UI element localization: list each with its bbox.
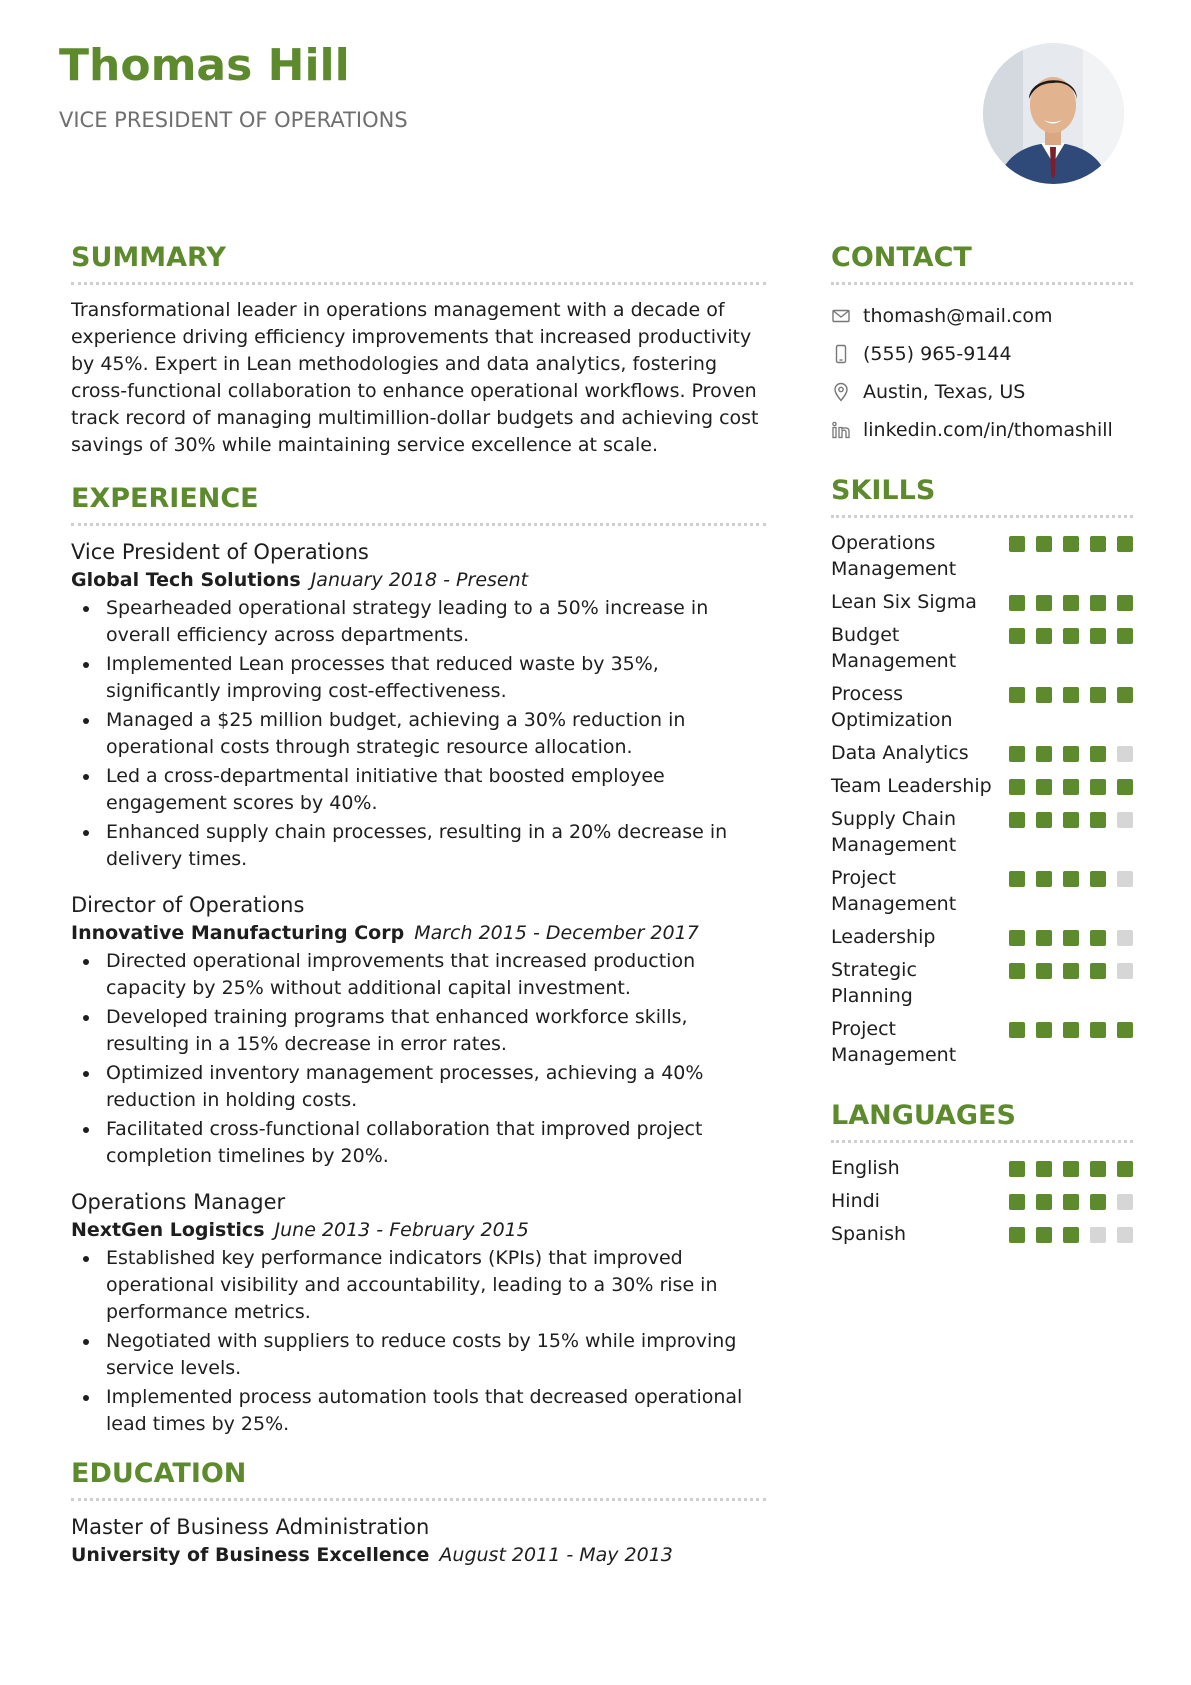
job-bullet: Implemented process automation tools that decreased operational lead times by 25%. [71, 1384, 766, 1438]
education-section [71, 1456, 766, 1570]
skills-section [831, 473, 1133, 1068]
rating-dot-filled [1063, 746, 1079, 762]
degree-title: Master of Business Administration [71, 1515, 430, 1539]
experience-section [71, 481, 766, 1438]
education-org [71, 1541, 766, 1570]
rating-dot-filled [1009, 1161, 1025, 1177]
rating-dot-filled [1036, 930, 1052, 946]
summary-heading: SUMMARY [71, 240, 766, 285]
rating-dot-filled [1009, 930, 1025, 946]
rating-dots [998, 957, 1133, 979]
rating-dot-empty [1117, 1227, 1133, 1243]
rating-dot-filled [1090, 779, 1106, 795]
rating-dot-empty [1117, 930, 1133, 946]
skill-item [831, 806, 1133, 858]
contact-text: Austin, Texas, US [863, 381, 1026, 403]
contact-text: (555) 965-9144 [863, 343, 1012, 365]
education-dates: August 2011 - May 2013 [439, 1544, 673, 1566]
summary-text: Transformational leader in operations management with a decade of experience driving efficiency improvements that increased productivity by 45%. Expert in Lean methodologies and data analytics, fostering cross-functional collaboration to enhance operational workflows. Proven track record of managing multimillion-dollar budgets and achieving cost savings of 30% while maintaining service excellence at scale. [71, 299, 759, 456]
rating-dot-filled [1036, 1227, 1052, 1243]
linkedin-icon [831, 420, 851, 440]
rating-dot-filled [1117, 628, 1133, 644]
rating-dot-empty [1117, 871, 1133, 887]
rating-dot-filled [1063, 1194, 1079, 1210]
rating-dot-filled [1036, 1194, 1052, 1210]
company-name: Global Tech Solutions [71, 569, 301, 591]
rating-dot-filled [1117, 595, 1133, 611]
job-bullet: Established key performance indicators (KPIs) that improved operational visibility and accountability, leading to a 30% rise in performance metrics. [71, 1245, 766, 1326]
job-bullet: Optimized inventory management processes, achieving a 40% reduction in holding costs. [71, 1060, 766, 1114]
job-entry [71, 891, 766, 1170]
language-item [831, 1221, 1133, 1247]
job-title: Operations Manager [71, 1190, 286, 1214]
rating-dot-filled [1036, 746, 1052, 762]
rating-dot-filled [1063, 871, 1079, 887]
rating-dot-filled [1063, 812, 1079, 828]
rating-dot-empty [1117, 746, 1133, 762]
rating-dot-filled [1090, 1194, 1106, 1210]
rating-dot-filled [1063, 1022, 1079, 1038]
job-bullet: Directed operational improvements that increased production capacity by 25% without additional capital investment. [71, 948, 766, 1002]
rating-dot-filled [1063, 779, 1079, 795]
rating-dot-filled [1009, 687, 1025, 703]
rating-dot-filled [1090, 746, 1106, 762]
phone-icon [831, 344, 851, 364]
rating-dots [998, 924, 1133, 946]
contact-text[interactable]: thomash@mail.com [863, 305, 1053, 327]
rating-dots [998, 1155, 1133, 1177]
rating-dots [998, 1016, 1133, 1038]
rating-dot-filled [1090, 595, 1106, 611]
job-org [71, 919, 766, 948]
rating-dot-empty [1117, 812, 1133, 828]
rating-dot-filled [1117, 1161, 1133, 1177]
rating-dot-filled [1063, 963, 1079, 979]
rating-dot-empty [1090, 1227, 1106, 1243]
rating-dot-filled [1063, 1161, 1079, 1177]
rating-dot-filled [1117, 1022, 1133, 1038]
rating-dot-filled [1009, 746, 1025, 762]
rating-dot-filled [1036, 536, 1052, 552]
contact-item [831, 297, 1133, 335]
skill-item [831, 681, 1133, 733]
skill-item-name: Lean Six Sigma [831, 591, 977, 613]
summary-section [71, 240, 766, 459]
rating-dot-filled [1117, 536, 1133, 552]
skill-item-name: Operations Management [831, 532, 957, 580]
rating-dot-filled [1009, 963, 1025, 979]
skill-item-name: Project Management [831, 867, 957, 915]
skills-list [831, 530, 1133, 1068]
skill-item [831, 530, 1133, 582]
skill-item-name: Budget Management [831, 624, 957, 672]
rating-dots [998, 681, 1133, 703]
job-bullet: Managed a $25 million budget, achieving a 30% reduction in operational costs through strategic resource allocation. [71, 707, 766, 761]
job-bullet: Enhanced supply chain processes, resulting in a 20% decrease in delivery times. [71, 819, 766, 873]
languages-section [831, 1098, 1133, 1247]
rating-dot-filled [1063, 687, 1079, 703]
candidate-title: VICE PRESIDENT OF OPERATIONS [59, 108, 408, 132]
rating-dot-filled [1063, 536, 1079, 552]
contact-list [831, 297, 1133, 449]
skill-item [831, 622, 1133, 674]
job-bullet: Negotiated with suppliers to reduce costs by 15% while improving service levels. [71, 1328, 766, 1382]
rating-dots [998, 622, 1133, 644]
rating-dot-filled [1090, 1161, 1106, 1177]
job-bullet: Developed training programs that enhanced workforce skills, resulting in a 15% decrease in error rates. [71, 1004, 766, 1058]
job-org [71, 1216, 766, 1245]
job-bullet: Led a cross-departmental initiative that boosted employee engagement scores by 40%. [71, 763, 766, 817]
skill-item [831, 957, 1133, 1009]
language-item-name: Spanish [831, 1223, 907, 1245]
rating-dot-filled [1036, 1022, 1052, 1038]
rating-dot-filled [1090, 812, 1106, 828]
rating-dot-filled [1036, 595, 1052, 611]
rating-dots [998, 806, 1133, 828]
rating-dot-filled [1009, 779, 1025, 795]
rating-dot-filled [1036, 687, 1052, 703]
skill-item [831, 924, 1133, 950]
rating-dot-filled [1090, 628, 1106, 644]
language-item-name: Hindi [831, 1190, 880, 1212]
rating-dot-filled [1090, 930, 1106, 946]
contact-text[interactable]: linkedin.com/in/thomashill [863, 419, 1113, 441]
rating-dot-filled [1063, 1227, 1079, 1243]
job-title: Director of Operations [71, 893, 305, 917]
skill-item-name: Process Optimization [831, 683, 953, 731]
rating-dot-empty [1117, 1194, 1133, 1210]
skill-item [831, 865, 1133, 917]
rating-dot-filled [1009, 812, 1025, 828]
contact-section [831, 240, 1133, 449]
job-bullet: Implemented Lean processes that reduced waste by 35%, significantly improving cost-effectiveness. [71, 651, 766, 705]
rating-dot-filled [1009, 871, 1025, 887]
rating-dot-filled [1036, 1161, 1052, 1177]
language-item-name: English [831, 1157, 900, 1179]
rating-dot-filled [1036, 779, 1052, 795]
skills-heading: SKILLS [831, 473, 1133, 518]
skill-item-name: Strategic Planning [831, 959, 917, 1007]
contact-item [831, 335, 1133, 373]
language-item [831, 1155, 1133, 1181]
rating-dot-filled [1009, 1022, 1025, 1038]
rating-dot-filled [1036, 871, 1052, 887]
skill-item [831, 589, 1133, 615]
envelope-icon [831, 306, 851, 326]
rating-dot-filled [1009, 536, 1025, 552]
company-name: Innovative Manufacturing Corp [71, 922, 405, 944]
job-bullets [71, 948, 766, 1170]
job-bullets [71, 1245, 766, 1438]
skill-item [831, 740, 1133, 766]
contact-item [831, 411, 1133, 449]
skill-item-name: Data Analytics [831, 742, 969, 764]
profile-photo [983, 43, 1124, 184]
candidate-name: Thomas Hill [59, 40, 350, 91]
rating-dot-filled [1090, 536, 1106, 552]
rating-dot-filled [1036, 963, 1052, 979]
skill-item-name: Team Leadership [831, 775, 992, 797]
rating-dots [998, 773, 1133, 795]
job-bullets [71, 595, 766, 873]
rating-dot-filled [1063, 595, 1079, 611]
rating-dot-filled [1090, 963, 1106, 979]
skill-item-name: Project Management [831, 1018, 957, 1066]
experience-heading: EXPERIENCE [71, 481, 766, 526]
rating-dot-filled [1036, 812, 1052, 828]
rating-dot-filled [1009, 628, 1025, 644]
job-entry [71, 1188, 766, 1438]
rating-dot-filled [1036, 628, 1052, 644]
job-bullet: Facilitated cross-functional collaboration that improved project completion timelines by 20%. [71, 1116, 766, 1170]
rating-dots [998, 589, 1133, 611]
languages-heading: LANGUAGES [831, 1098, 1133, 1143]
main-column [71, 240, 766, 1570]
job-bullet: Spearheaded operational strategy leading to a 50% increase in overall efficiency across departments. [71, 595, 766, 649]
skill-item-name: Supply Chain Management [831, 808, 957, 856]
rating-dot-filled [1009, 1227, 1025, 1243]
rating-dot-filled [1063, 930, 1079, 946]
rating-dot-filled [1117, 779, 1133, 795]
rating-dots [998, 1188, 1133, 1210]
company-name: NextGen Logistics [71, 1219, 265, 1241]
job-list [71, 538, 766, 1438]
languages-list [831, 1155, 1133, 1247]
skill-item-name: Leadership [831, 926, 936, 948]
job-dates: March 2015 - December 2017 [414, 922, 699, 944]
rating-dot-filled [1063, 628, 1079, 644]
rating-dot-filled [1009, 1194, 1025, 1210]
rating-dot-filled [1090, 1022, 1106, 1038]
job-entry [71, 538, 766, 873]
language-item [831, 1188, 1133, 1214]
school-name: University of Business Excellence [71, 1544, 430, 1566]
skill-item [831, 1016, 1133, 1068]
contact-heading: CONTACT [831, 240, 1133, 285]
rating-dots [998, 865, 1133, 887]
job-dates: June 2013 - February 2015 [274, 1219, 529, 1241]
rating-dot-filled [1090, 687, 1106, 703]
job-dates: January 2018 - Present [310, 569, 529, 591]
rating-dot-filled [1090, 871, 1106, 887]
rating-dot-filled [1009, 595, 1025, 611]
contact-item [831, 373, 1133, 411]
job-org [71, 566, 766, 595]
location-pin-icon [831, 382, 851, 402]
sidebar-column [831, 240, 1133, 1254]
skill-item [831, 773, 1133, 799]
education-heading: EDUCATION [71, 1456, 766, 1501]
rating-dot-empty [1117, 963, 1133, 979]
rating-dots [998, 530, 1133, 552]
rating-dot-filled [1117, 687, 1133, 703]
rating-dots [998, 740, 1133, 762]
job-title: Vice President of Operations [71, 540, 369, 564]
rating-dots [998, 1221, 1133, 1243]
